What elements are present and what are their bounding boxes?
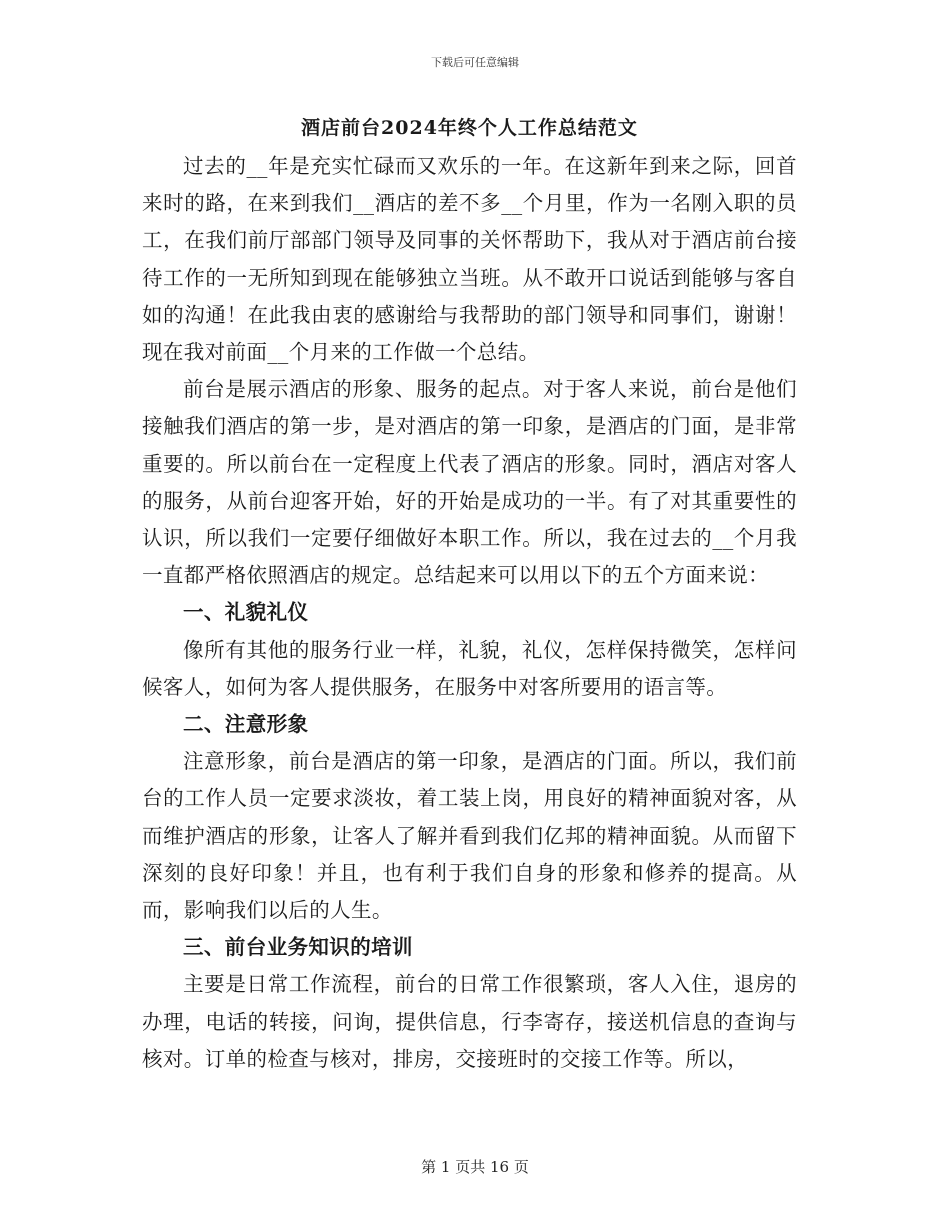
header-note: 下载后可任意编辑 bbox=[431, 56, 519, 69]
page-number-footer: 第 1 页共 16 页 bbox=[421, 1158, 529, 1176]
paragraph: 过去的__年是充实忙碌而又欢乐的一年。在这新年到来之际，回首来时的路，在来到我们__酒店的差不多__个月里，作为一名刚入职的员工，在我们前厅部部门领导及同事的关怀帮助下，我从对于酒店前台接待工作的一无所知到现在能够独立当班。从不敢开口说话到能够与客自如的沟通！在此我由衷的感谢给与我帮助的部门领导和同事们，谢谢！现在我对前面__个月来的工作做一个总结。 bbox=[142, 154, 797, 365]
paragraph: 前台是展示酒店的形象、服务的起点。对于客人来说，前台是他们接触我们酒店的第一步，是对酒店的第一印象，是酒店的门面，是非常重要的。所以前台在一定程度上代表了酒店的形象。同时，酒店对客人的服务，从前台迎客开始，好的开始是成功的一半。有了对其重要性的认识，所以我们一定要仔细做好本职工作。所以，我在过去的__个月我一直都严格依照酒店的规定。总结起来可以用以下的五个方面来说： bbox=[142, 377, 797, 588]
section-heading: 二、注意形象 bbox=[183, 712, 309, 737]
document-body bbox=[142, 113, 797, 1078]
section-heading: 三、前台业务知识的培训 bbox=[183, 935, 413, 960]
document-title: 酒店前台2024年终个人工作总结范文 bbox=[301, 117, 638, 139]
paragraph: 主要是日常工作流程，前台的日常工作很繁琐，客人入住，退房的办理，电话的转接，问询，提供信息，行李寄存，接送机信息的查询与核对。订单的检查与核对，排房，交接班时的交接工作等。所以， bbox=[142, 972, 797, 1071]
paragraph: 注意形象，前台是酒店的第一印象，是酒店的门面。所以，我们前台的工作人员一定要求淡妆，着工装上岗，用良好的精神面貌对客，从而维护酒店的形象，让客人了解并看到我们亿邦的精神面貌。从而留下深刻的良好印象！并且，也有利于我们自身的形象和修养的提高。从而，影响我们以后的人生。 bbox=[142, 749, 797, 923]
section-heading: 一、礼貌礼仪 bbox=[183, 600, 309, 625]
paragraph: 像所有其他的服务行业一样，礼貌，礼仪，怎样保持微笑，怎样问候客人，如何为客人提供服务，在服务中对客所要用的语言等。 bbox=[142, 637, 797, 699]
